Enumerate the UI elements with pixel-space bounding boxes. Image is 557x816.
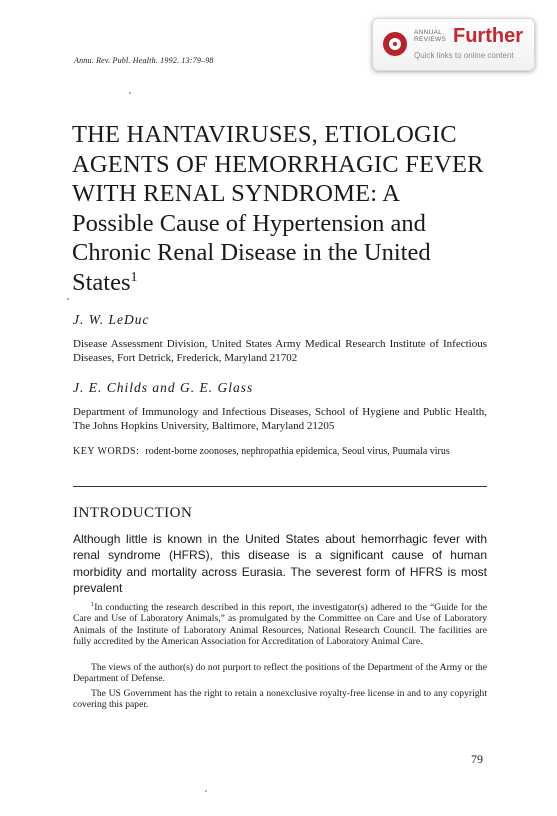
title-footnote-mark[interactable]: 1: [130, 269, 138, 285]
author-2-name: J. E. Childs and G. E. Glass: [73, 380, 254, 395]
footnote-3: [73, 688, 487, 710]
author-1-affiliation: Disease Assessment Division, United States Army Medical Research Institute of Infectious Diseases, Fort Detrick, Frederick, Maryland 21702: [73, 338, 487, 364]
title-line-5: Chronic Renal Disease in the United: [72, 239, 431, 266]
scan-speck: [205, 790, 207, 792]
footnote-2: [73, 662, 487, 684]
badge-further-label: Further: [453, 25, 523, 47]
badge-brand: [414, 29, 446, 43]
title-line-1: THE HANTAVIRUSES, ETIOLOGIC: [72, 121, 457, 148]
footnote-1: [73, 599, 487, 647]
annual-reviews-logo-icon: [383, 32, 407, 56]
footnote-2-text: The views of the author(s) do not purport to reflect the positions of the Department of the Army or the Department of Defense.: [73, 662, 487, 685]
section-heading: INTRODUCTION: [73, 505, 193, 521]
title-line-6-text: States: [72, 268, 131, 296]
footnote-3-text: The US Government has the right to retain a nonexclusive royalty-free license in and to any copyright covering this paper.: [73, 688, 487, 711]
keywords-label: KEY WORDS:: [73, 446, 140, 457]
intro-paragraph: Although little is known in the United States about hemorrhagic fever with renal syndrome (HFRS), this disease is a significant cause of human morbidity and mortality across Eurasia. The severest form of HFRS is most prevalent: [73, 532, 487, 595]
article-title: [72, 120, 502, 297]
footnote-mark: 1: [91, 601, 95, 608]
title-line-6: [72, 268, 502, 298]
scan-speck: [67, 298, 69, 300]
badge-subtitle: Quick links to online content: [414, 51, 514, 60]
keywords-text: rodent-borne zoonoses, nephropathia epidemica, Seoul virus, Puumala virus: [145, 446, 450, 457]
journal-citation: Annu. Rev. Publ. Health. 1992. 13:79–98: [74, 56, 214, 65]
annual-reviews-further-badge[interactable]: [372, 18, 535, 71]
keywords: [73, 446, 493, 457]
title-line-4: Possible Cause of Hypertension and: [72, 209, 426, 237]
badge-brand-line2: REVIEWS: [414, 36, 447, 43]
badge-brand-line1: ANNUAL: [414, 29, 443, 36]
footnote-1-text: In conducting the research described in this report, the investigator(s) adhered to the “Guide for the Care and Use of Laboratory Animals,” as promulgated by the Committee on Care and Use of Laboratory Animals of the Institute of Laboratory Animal Resources, National Research Council. The facilities are fully accredited by the American Association for Accreditation of Laboratory Animal Care.: [73, 602, 487, 647]
author-2-affiliation: Department of Immunology and Infectious Diseases, School of Hygiene and Public Health, The Johns Hopkins University, Baltimore, Maryland 21205: [73, 406, 487, 432]
title-line-3: WITH RENAL SYNDROME: A: [72, 180, 401, 207]
page-number: 79: [471, 752, 483, 766]
author-1-name: J. W. LeDuc: [73, 312, 150, 327]
title-line-2: AGENTS OF HEMORRHAGIC FEVER: [72, 150, 484, 178]
section-divider: [73, 486, 487, 487]
scan-speck: [129, 92, 131, 94]
